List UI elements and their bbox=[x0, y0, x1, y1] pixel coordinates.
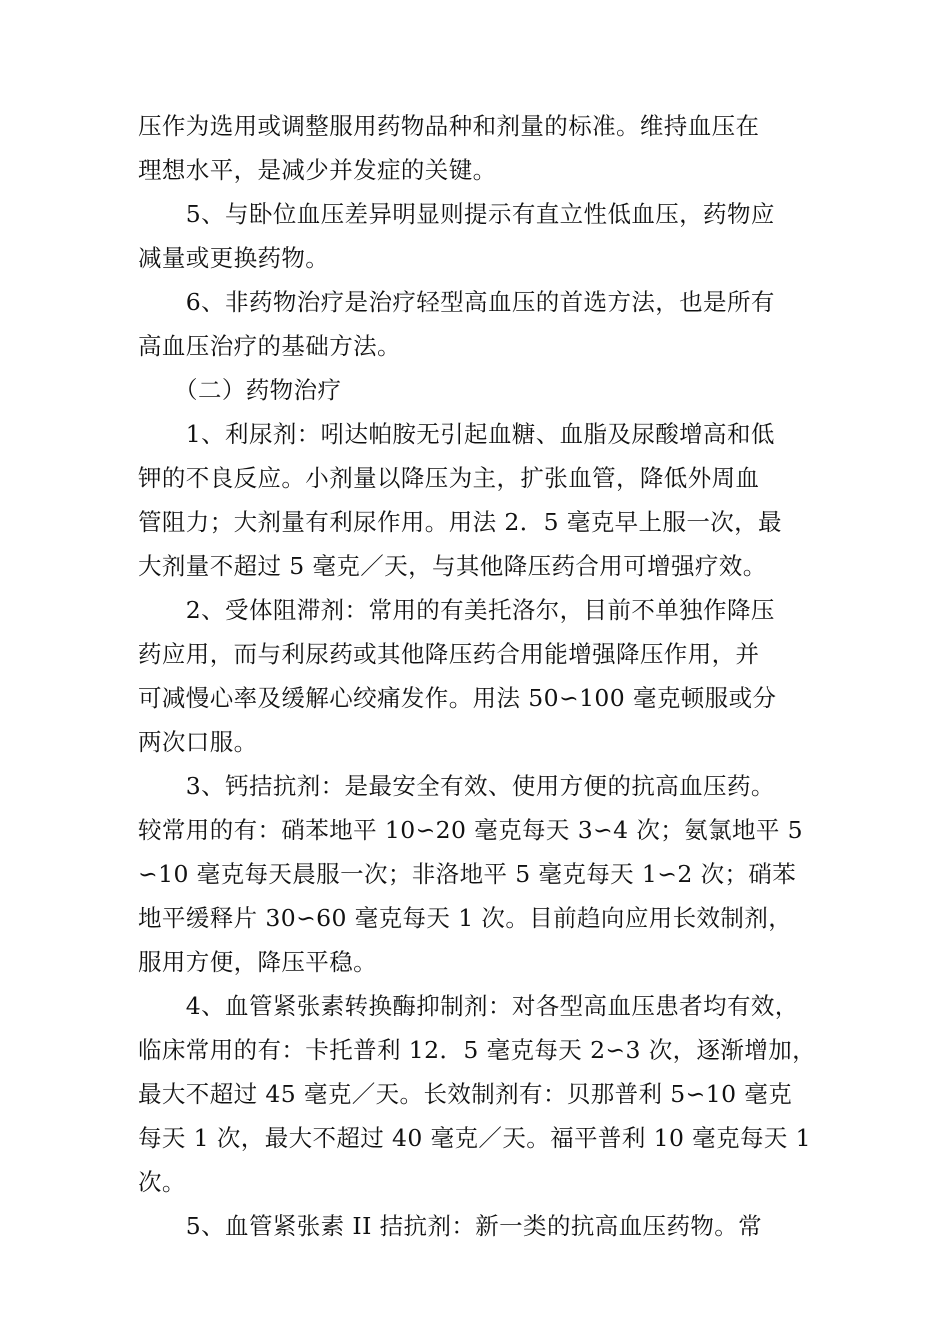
text-line: 地平缓释片 30∽60 毫克每天 1 次。目前趋向应用长效制剂， bbox=[138, 904, 793, 932]
text-line: 管阻力；大剂量有利尿作用。用法 2．5 毫克早上服一次，最 bbox=[138, 508, 782, 536]
text-line: 两次口服。 bbox=[138, 728, 258, 756]
text-line: 3、钙拮抗剂：是最安全有效、使用方便的抗高血压药。 bbox=[138, 772, 775, 800]
text-line: 1、利尿剂：吲达帕胺无引起血糖、血脂及尿酸增高和低 bbox=[138, 420, 775, 448]
text-line: 5、与卧位血压差异明显则提示有直立性低血压，药物应 bbox=[138, 200, 775, 228]
text-line: 每天 1 次，最大不超过 40 毫克／天。福平普利 10 毫克每天 1 bbox=[138, 1124, 811, 1152]
text-line: 最大不超过 45 毫克／天。长效制剂有：贝那普利 5∽10 毫克 bbox=[138, 1080, 793, 1108]
text-line: 高血压治疗的基础方法。 bbox=[138, 332, 401, 360]
text-line: 药应用，而与利尿药或其他降压药合用能增强降压作用，并 bbox=[138, 640, 760, 668]
section-heading: （二）药物治疗 bbox=[138, 376, 342, 404]
text-line: 次。 bbox=[138, 1168, 186, 1196]
text-line: 服用方便，降压平稳。 bbox=[138, 948, 377, 976]
text-line: 临床常用的有：卡托普利 12．5 毫克每天 2∽3 次，逐渐增加， bbox=[138, 1036, 817, 1064]
text-line: ∽10 毫克每天晨服一次；非洛地平 5 毫克每天 1∽2 次；硝苯 bbox=[138, 860, 797, 888]
text-line: 钾的不良反应。小剂量以降压为主，扩张血管，降低外周血 bbox=[138, 464, 760, 492]
body-text bbox=[138, 104, 838, 1248]
text-line: 大剂量不超过 5 毫克／天，与其他降压药合用可增强疗效。 bbox=[138, 552, 767, 580]
text-line: 压作为选用或调整服用药物品种和剂量的标准。维持血压在 bbox=[138, 112, 760, 140]
text-line: 减量或更换药物。 bbox=[138, 244, 330, 272]
text-line: 4、血管紧张素转换酶抑制剂：对各型高血压患者均有效， bbox=[138, 992, 799, 1020]
text-line: 理想水平，是减少并发症的关键。 bbox=[138, 156, 497, 184]
text-line: 较常用的有：硝苯地平 10∽20 毫克每天 3∽4 次；氨氯地平 5 bbox=[138, 816, 803, 844]
text-line: 可减慢心率及缓解心绞痛发作。用法 50∽100 毫克顿服或分 bbox=[138, 684, 777, 712]
text-line: 5、血管紧张素 II 拮抗剂：新一类的抗高血压药物。常 bbox=[138, 1212, 763, 1240]
text-line: 2、受体阻滞剂：常用的有美托洛尔，目前不单独作降压 bbox=[138, 596, 775, 624]
text-line: 6、非药物治疗是治疗轻型高血压的首选方法，也是所有 bbox=[138, 288, 775, 316]
